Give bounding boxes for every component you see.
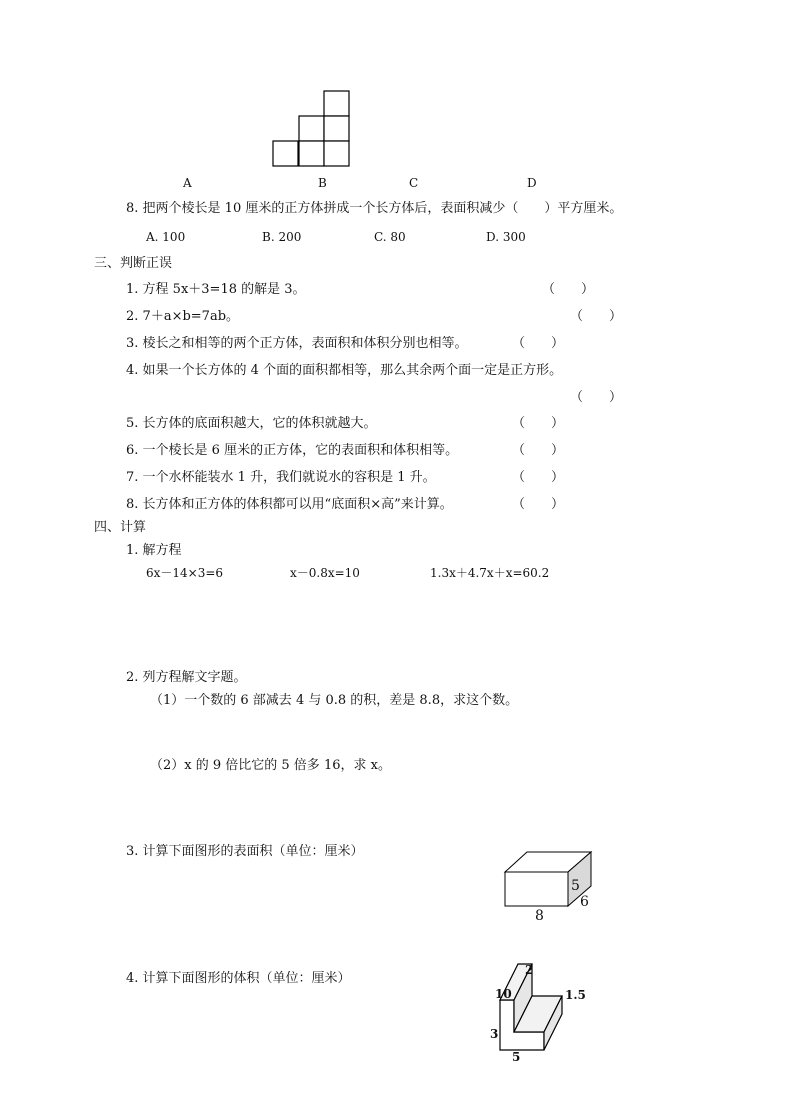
q8-question xyxy=(126,201,622,217)
cuboid-width-label: 6 xyxy=(580,894,589,910)
calc-q4-title: 4. 计算下面图形的体积（单位：厘米） xyxy=(126,971,351,986)
cuboid-length-label: 8 xyxy=(535,908,544,924)
cuboid-height-label: 5 xyxy=(571,878,580,894)
judge-item-4: 4. 如果一个长方体的 4 个面的面积都相等，那么其余两个面一定是正方形。 xyxy=(126,363,563,378)
word-problem-1: （1）一个数的 6 部减去 4 与 0.8 的积，差是 8.8，求这个数。 xyxy=(150,693,519,708)
word-problem-2: （2）x 的 9 倍比它的 5 倍多 16，求 x。 xyxy=(150,758,391,773)
square xyxy=(299,141,324,166)
q8-option-a: A. 100 xyxy=(146,230,186,244)
figure-label-d: D xyxy=(527,176,537,190)
judge-blank-6[interactable]: （ ） xyxy=(512,443,565,458)
prism-bottom-label: 5 xyxy=(512,1050,521,1064)
section4-title: 四、计算 xyxy=(94,520,147,535)
q8-text: 把两个棱长是 10 厘米的正方体拼成一个长方体后，表面积减少（ ）平方厘米。 xyxy=(142,201,623,216)
square xyxy=(324,141,349,166)
q8-number: 8. xyxy=(126,201,139,216)
judge-item-8: 8. 长方体和正方体的体积都可以用“底面积×高”来计算。 xyxy=(126,497,453,512)
cuboid-figure xyxy=(500,848,600,928)
judge-item-5: 5. 长方体的底面积越大，它的体积就越大。 xyxy=(126,416,377,431)
judge-item-2: 2. 7＋a×b=7ab。 xyxy=(126,309,240,324)
q8-option-b: B. 200 xyxy=(262,230,302,244)
calc-q1-title: 1. 解方程 xyxy=(126,543,182,558)
judge-blank-5[interactable]: （ ） xyxy=(512,416,565,431)
judge-item-6: 6. 一个棱长是 6 厘米的正方体，它的表面积和体积相等。 xyxy=(126,443,459,458)
staircase-figure xyxy=(272,90,352,170)
judge-item-7: 7. 一个水杯能装水 1 升，我们就说水的容积是 1 升。 xyxy=(126,470,436,485)
judge-blank-4[interactable]: （ ） xyxy=(570,390,623,405)
judge-blank-3[interactable]: （ ） xyxy=(512,336,565,351)
figure-label-b: B xyxy=(318,176,327,190)
judge-item-3: 3. 棱长之和相等的两个正方体，表面积和体积分别也相等。 xyxy=(126,336,468,351)
calc-q3-title: 3. 计算下面图形的表面积（单位：厘米） xyxy=(126,844,364,859)
equation-2: x－0.8x=10 xyxy=(290,566,360,580)
q8-option-c: C. 80 xyxy=(374,230,406,244)
calc-q2-title: 2. 列方程解文字题。 xyxy=(126,670,247,685)
judge-blank-2[interactable]: （ ） xyxy=(570,309,623,324)
square xyxy=(273,141,298,166)
prism-tall-label: 10 xyxy=(495,987,512,1001)
judge-blank-1[interactable]: （ ） xyxy=(542,282,595,297)
equation-3: 1.3x＋4.7x＋x=60.2 xyxy=(430,566,550,580)
figure-label-c: C xyxy=(409,176,419,190)
prism-low-label: 3 xyxy=(490,1027,499,1041)
step-prism-figure xyxy=(495,958,585,1058)
judge-blank-8[interactable]: （ ） xyxy=(512,497,565,512)
equation-1: 6x－14×3=6 xyxy=(146,566,224,580)
square xyxy=(324,91,349,116)
square xyxy=(299,116,324,141)
judge-blank-7[interactable]: （ ） xyxy=(512,470,565,485)
prism-depth-label: 1.5 xyxy=(565,988,586,1002)
prism-top-label: 2 xyxy=(525,963,534,977)
figure-label-a: A xyxy=(183,176,192,190)
section3-title: 三、判断正误 xyxy=(94,256,173,271)
square xyxy=(324,116,349,141)
judge-item-1: 1. 方程 5x＋3=18 的解是 3。 xyxy=(126,282,306,297)
q8-option-d: D. 300 xyxy=(486,230,526,244)
